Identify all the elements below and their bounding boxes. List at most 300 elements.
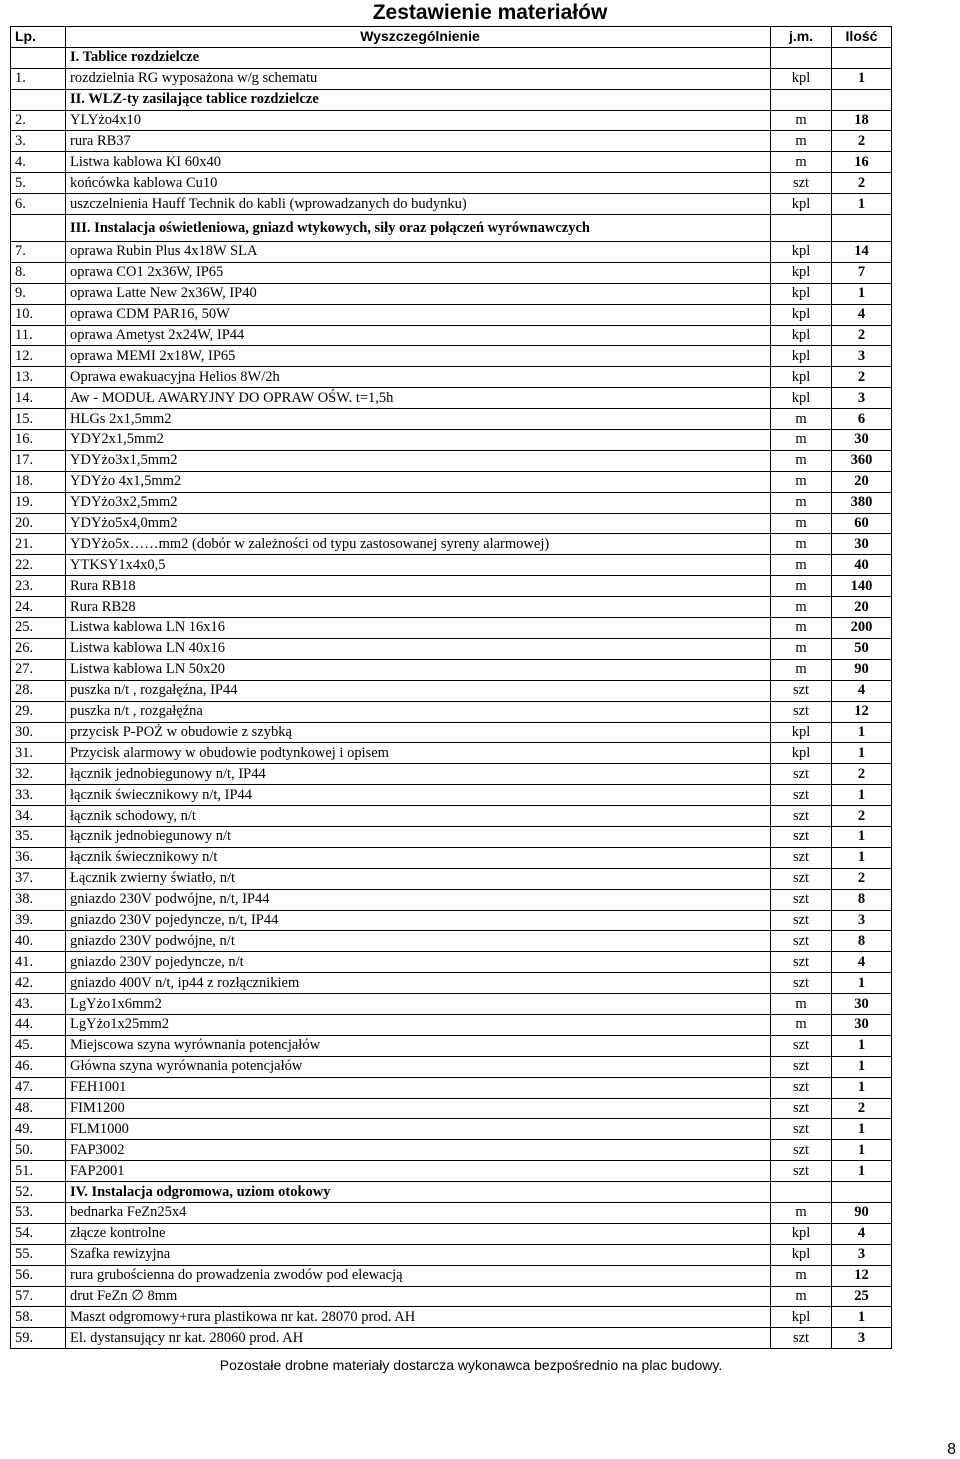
table-row — [11, 1202, 892, 1223]
row-quantity: 200 — [832, 618, 892, 639]
row-lp: 7. — [11, 242, 66, 263]
row-description: łącznik świecznikowy n/t, IP44 — [66, 785, 771, 806]
row-unit: szt — [771, 1161, 832, 1182]
row-lp: 44. — [11, 1014, 66, 1035]
row-unit: m — [771, 450, 832, 471]
row-lp: 54. — [11, 1223, 66, 1244]
row-lp: 34. — [11, 806, 66, 827]
table-row — [11, 534, 892, 555]
row-lp: 1. — [11, 68, 66, 89]
row-description: gniazdo 400V n/t, ip44 z rozłącznikiem — [66, 973, 771, 994]
row-quantity: 3 — [832, 388, 892, 409]
table-row — [11, 131, 892, 152]
table-row — [11, 868, 892, 889]
row-lp: 4. — [11, 152, 66, 173]
row-quantity: 90 — [832, 659, 892, 680]
row-description: łącznik jednobiegunowy n/t — [66, 826, 771, 847]
row-description: oprawa Ametyst 2x24W, IP44 — [66, 325, 771, 346]
table-row — [11, 1244, 892, 1265]
row-quantity: 50 — [832, 638, 892, 659]
row-description: oprawa Latte New 2x36W, IP40 — [66, 283, 771, 304]
row-description: FAP2001 — [66, 1161, 771, 1182]
row-unit: szt — [771, 1328, 832, 1349]
row-unit — [771, 215, 832, 242]
row-lp: 12. — [11, 346, 66, 367]
row-quantity: 12 — [832, 701, 892, 722]
row-quantity: 3 — [832, 346, 892, 367]
table-row — [11, 597, 892, 618]
row-lp: 36. — [11, 847, 66, 868]
row-lp — [11, 215, 66, 242]
row-description: łącznik świecznikowy n/t — [66, 847, 771, 868]
row-unit: szt — [771, 806, 832, 827]
row-description: gniazdo 230V podwójne, n/t — [66, 931, 771, 952]
row-quantity: 1 — [832, 1056, 892, 1077]
page-number: 8 — [947, 1441, 956, 1458]
row-description: Maszt odgromowy+rura plastikowa nr kat. 28070 prod. AH — [66, 1307, 771, 1328]
row-unit: szt — [771, 973, 832, 994]
row-description: oprawa CDM PAR16, 50W — [66, 304, 771, 325]
row-unit: m — [771, 1286, 832, 1307]
table-row — [11, 346, 892, 367]
row-lp: 58. — [11, 1307, 66, 1328]
row-quantity — [832, 215, 892, 242]
row-quantity: 3 — [832, 1328, 892, 1349]
row-description: bednarka FeZn25x4 — [66, 1202, 771, 1223]
row-unit: szt — [771, 701, 832, 722]
row-quantity: 140 — [832, 576, 892, 597]
row-lp: 14. — [11, 388, 66, 409]
row-quantity: 40 — [832, 555, 892, 576]
row-unit — [771, 47, 832, 68]
row-lp: 6. — [11, 194, 66, 215]
row-unit: m — [771, 492, 832, 513]
row-description: puszka n/t , rozgałęźna, IP44 — [66, 680, 771, 701]
section-row — [11, 1182, 892, 1203]
row-unit: kpl — [771, 1244, 832, 1265]
row-unit: szt — [771, 1140, 832, 1161]
table-row — [11, 576, 892, 597]
row-quantity: 6 — [832, 409, 892, 430]
row-description: drut FeZn ∅ 8mm — [66, 1286, 771, 1307]
row-unit: kpl — [771, 1223, 832, 1244]
table-row — [11, 638, 892, 659]
table-row — [11, 430, 892, 451]
row-description: uszczelnienia Hauff Technik do kabli (wprowadzanych do budynku) — [66, 194, 771, 215]
row-lp: 9. — [11, 283, 66, 304]
row-quantity: 2 — [832, 173, 892, 194]
table-header — [11, 27, 892, 48]
row-lp: 43. — [11, 994, 66, 1015]
row-lp: 31. — [11, 743, 66, 764]
table-row — [11, 173, 892, 194]
row-lp: 27. — [11, 659, 66, 680]
row-quantity: 1 — [832, 973, 892, 994]
row-description: I. Tablice rozdzielcze — [66, 47, 771, 68]
table-row — [11, 110, 892, 131]
row-unit: kpl — [771, 367, 832, 388]
row-lp: 32. — [11, 764, 66, 785]
table-row — [11, 513, 892, 534]
row-description: Przycisk alarmowy w obudowie podtynkowej i opisem — [66, 743, 771, 764]
table-row — [11, 1014, 892, 1035]
row-quantity: 2 — [832, 806, 892, 827]
row-unit: szt — [771, 826, 832, 847]
row-description: YDYżo 4x1,5mm2 — [66, 471, 771, 492]
row-unit: kpl — [771, 346, 832, 367]
row-unit — [771, 1182, 832, 1203]
row-description: YDYżo5x……mm2 (dobór w zależności od typu zastosowanej syreny alarmowej) — [66, 534, 771, 555]
table-row — [11, 680, 892, 701]
table-row — [11, 409, 892, 430]
row-lp: 55. — [11, 1244, 66, 1265]
table-row — [11, 242, 892, 263]
row-unit: szt — [771, 952, 832, 973]
row-quantity: 1 — [832, 1035, 892, 1056]
footer-note: Pozostałe drobne materiały dostarcza wykonawca bezpośrednio na plac budowy. — [219, 1357, 723, 1373]
row-unit: kpl — [771, 262, 832, 283]
row-lp: 51. — [11, 1161, 66, 1182]
row-description: HLGs 2x1,5mm2 — [66, 409, 771, 430]
row-description: LgYżo1x25mm2 — [66, 1014, 771, 1035]
row-quantity: 1 — [832, 1161, 892, 1182]
row-unit: m — [771, 1265, 832, 1286]
row-quantity: 1 — [832, 785, 892, 806]
row-lp: 11. — [11, 325, 66, 346]
row-unit: szt — [771, 1119, 832, 1140]
row-unit: m — [771, 534, 832, 555]
table-row — [11, 388, 892, 409]
row-quantity: 380 — [832, 492, 892, 513]
row-lp: 8. — [11, 262, 66, 283]
row-description: El. dystansujący nr kat. 28060 prod. AH — [66, 1328, 771, 1349]
table-row — [11, 659, 892, 680]
row-lp — [11, 47, 66, 68]
row-description: FAP3002 — [66, 1140, 771, 1161]
row-unit: m — [771, 618, 832, 639]
row-quantity — [832, 89, 892, 110]
row-description: YDYżo3x1,5mm2 — [66, 450, 771, 471]
row-quantity: 30 — [832, 534, 892, 555]
header-lp: Lp. — [11, 27, 66, 48]
row-unit: szt — [771, 868, 832, 889]
row-quantity: 1 — [832, 194, 892, 215]
row-lp: 15. — [11, 409, 66, 430]
row-quantity: 7 — [832, 262, 892, 283]
row-lp: 21. — [11, 534, 66, 555]
table-row — [11, 367, 892, 388]
row-lp: 30. — [11, 722, 66, 743]
row-description: LgYżo1x6mm2 — [66, 994, 771, 1015]
section-row — [11, 47, 892, 68]
row-lp: 29. — [11, 701, 66, 722]
row-unit: szt — [771, 847, 832, 868]
row-unit: m — [771, 513, 832, 534]
table-row — [11, 764, 892, 785]
row-quantity: 1 — [832, 847, 892, 868]
table-row — [11, 325, 892, 346]
row-unit: kpl — [771, 1307, 832, 1328]
row-quantity: 4 — [832, 952, 892, 973]
table-row — [11, 826, 892, 847]
row-description: YTKSY1x4x0,5 — [66, 555, 771, 576]
row-description: FLM1000 — [66, 1119, 771, 1140]
row-lp: 22. — [11, 555, 66, 576]
row-unit: kpl — [771, 325, 832, 346]
table-row — [11, 1328, 892, 1349]
row-lp: 41. — [11, 952, 66, 973]
row-quantity: 25 — [832, 1286, 892, 1307]
row-lp: 40. — [11, 931, 66, 952]
materials-table — [10, 26, 892, 1349]
row-lp: 47. — [11, 1077, 66, 1098]
row-lp: 28. — [11, 680, 66, 701]
row-description: Oprawa ewakuacyjna Helios 8W/2h — [66, 367, 771, 388]
table-row — [11, 618, 892, 639]
table-row — [11, 1223, 892, 1244]
row-lp: 49. — [11, 1119, 66, 1140]
table-row — [11, 1056, 892, 1077]
table-row — [11, 994, 892, 1015]
table-row — [11, 1119, 892, 1140]
table-row — [11, 194, 892, 215]
table-row — [11, 262, 892, 283]
row-quantity: 4 — [832, 1223, 892, 1244]
row-quantity: 60 — [832, 513, 892, 534]
row-quantity: 2 — [832, 764, 892, 785]
row-lp: 3. — [11, 131, 66, 152]
row-quantity: 1 — [832, 283, 892, 304]
row-unit — [771, 89, 832, 110]
row-description: Rura RB18 — [66, 576, 771, 597]
row-quantity: 14 — [832, 242, 892, 263]
header-description: Wyszczególnienie — [66, 27, 771, 48]
row-quantity: 12 — [832, 1265, 892, 1286]
row-quantity: 2 — [832, 367, 892, 388]
row-description: Listwa kablowa LN 16x16 — [66, 618, 771, 639]
table-row — [11, 722, 892, 743]
row-lp: 16. — [11, 430, 66, 451]
table-row — [11, 304, 892, 325]
row-lp: 39. — [11, 910, 66, 931]
row-lp: 33. — [11, 785, 66, 806]
row-unit: szt — [771, 910, 832, 931]
row-unit: kpl — [771, 68, 832, 89]
row-quantity: 30 — [832, 994, 892, 1015]
row-unit: m — [771, 1202, 832, 1223]
row-description: YDYżo5x4,0mm2 — [66, 513, 771, 534]
row-unit: szt — [771, 764, 832, 785]
row-lp: 23. — [11, 576, 66, 597]
row-description: rura grubościenna do prowadzenia zwodów pod elewacją — [66, 1265, 771, 1286]
row-description: łącznik schodowy, n/t — [66, 806, 771, 827]
row-lp: 57. — [11, 1286, 66, 1307]
row-unit: m — [771, 555, 832, 576]
row-quantity: 20 — [832, 471, 892, 492]
row-description: YDYżo3x2,5mm2 — [66, 492, 771, 513]
row-description: YLYżo4x10 — [66, 110, 771, 131]
row-lp: 59. — [11, 1328, 66, 1349]
row-lp: 10. — [11, 304, 66, 325]
row-lp: 18. — [11, 471, 66, 492]
row-description: rozdzielnia RG wyposażona w/g schematu — [66, 68, 771, 89]
row-description: oprawa Rubin Plus 4x18W SLA — [66, 242, 771, 263]
row-description: Rura RB28 — [66, 597, 771, 618]
row-quantity: 30 — [832, 430, 892, 451]
row-description: Listwa kablowa KI 60x40 — [66, 152, 771, 173]
row-lp: 24. — [11, 597, 66, 618]
row-unit: m — [771, 994, 832, 1015]
table-row — [11, 1307, 892, 1328]
row-description: gniazdo 230V pojedyncze, n/t, IP44 — [66, 910, 771, 931]
row-lp: 45. — [11, 1035, 66, 1056]
row-description: łącznik jednobiegunowy n/t, IP44 — [66, 764, 771, 785]
row-description: Miejscowa szyna wyrównania potencjałów — [66, 1035, 771, 1056]
row-description: gniazdo 230V pojedyncze, n/t — [66, 952, 771, 973]
row-unit: kpl — [771, 242, 832, 263]
row-description: rura RB37 — [66, 131, 771, 152]
row-unit: m — [771, 597, 832, 618]
row-lp: 26. — [11, 638, 66, 659]
row-unit: kpl — [771, 743, 832, 764]
table-row — [11, 701, 892, 722]
table-row — [11, 283, 892, 304]
row-unit: m — [771, 576, 832, 597]
row-unit: m — [771, 409, 832, 430]
row-unit: szt — [771, 889, 832, 910]
row-quantity — [832, 47, 892, 68]
row-description: puszka n/t , rozgałęźna — [66, 701, 771, 722]
header-unit: j.m. — [771, 27, 832, 48]
table-row — [11, 931, 892, 952]
row-quantity: 1 — [832, 1307, 892, 1328]
row-quantity: 1 — [832, 1119, 892, 1140]
row-description: Główna szyna wyrównania potencjałów — [66, 1056, 771, 1077]
row-quantity: 2 — [832, 131, 892, 152]
row-lp: 42. — [11, 973, 66, 994]
row-description: Aw - MODUŁ AWARYJNY DO OPRAW OŚW. t=1,5h — [66, 388, 771, 409]
row-description: oprawa MEMI 2x18W, IP65 — [66, 346, 771, 367]
table-row — [11, 492, 892, 513]
row-lp: 52. — [11, 1182, 66, 1203]
row-unit: szt — [771, 173, 832, 194]
table-row — [11, 1161, 892, 1182]
row-unit: szt — [771, 1056, 832, 1077]
table-row — [11, 743, 892, 764]
table-row — [11, 152, 892, 173]
row-description: III. Instalacja oświetleniowa, gniazd wtykowych, siły oraz połączeń wyrównawczych — [66, 215, 771, 242]
row-quantity: 90 — [832, 1202, 892, 1223]
row-quantity: 1 — [832, 722, 892, 743]
table-row — [11, 1035, 892, 1056]
row-description: FEH1001 — [66, 1077, 771, 1098]
row-description: YDY2x1,5mm2 — [66, 430, 771, 451]
row-lp: 17. — [11, 450, 66, 471]
row-unit: m — [771, 471, 832, 492]
row-lp: 46. — [11, 1056, 66, 1077]
row-description: Listwa kablowa LN 50x20 — [66, 659, 771, 680]
row-quantity: 30 — [832, 1014, 892, 1035]
row-quantity: 18 — [832, 110, 892, 131]
table-row — [11, 1140, 892, 1161]
table-row — [11, 1098, 892, 1119]
page-title: Zestawienie materiałów — [372, 1, 608, 24]
row-description: II. WLZ-ty zasilające tablice rozdzielcze — [66, 89, 771, 110]
row-unit: kpl — [771, 304, 832, 325]
table-row — [11, 785, 892, 806]
row-quantity: 1 — [832, 68, 892, 89]
row-quantity: 4 — [832, 680, 892, 701]
row-quantity: 360 — [832, 450, 892, 471]
table-row — [11, 1077, 892, 1098]
row-lp: 56. — [11, 1265, 66, 1286]
row-description: IV. Instalacja odgromowa, uziom otokowy — [66, 1182, 771, 1203]
row-unit: szt — [771, 1077, 832, 1098]
row-quantity: 8 — [832, 889, 892, 910]
row-unit: szt — [771, 785, 832, 806]
table-row — [11, 450, 892, 471]
table-row — [11, 1286, 892, 1307]
row-unit: kpl — [771, 283, 832, 304]
row-quantity: 1 — [832, 1077, 892, 1098]
row-lp: 2. — [11, 110, 66, 131]
row-lp: 25. — [11, 618, 66, 639]
row-quantity: 4 — [832, 304, 892, 325]
row-lp: 35. — [11, 826, 66, 847]
table-row — [11, 1265, 892, 1286]
row-lp — [11, 89, 66, 110]
row-description: złącze kontrolne — [66, 1223, 771, 1244]
row-lp: 38. — [11, 889, 66, 910]
row-unit: szt — [771, 931, 832, 952]
table-row — [11, 952, 892, 973]
row-unit: m — [771, 1014, 832, 1035]
row-unit: m — [771, 430, 832, 451]
section-row — [11, 89, 892, 110]
header-quantity: Ilość — [832, 27, 892, 48]
row-unit: m — [771, 659, 832, 680]
row-description: gniazdo 230V podwójne, n/t, IP44 — [66, 889, 771, 910]
row-quantity: 1 — [832, 743, 892, 764]
table-row — [11, 973, 892, 994]
row-lp: 19. — [11, 492, 66, 513]
row-lp: 13. — [11, 367, 66, 388]
table-row — [11, 68, 892, 89]
row-unit: m — [771, 638, 832, 659]
row-quantity: 1 — [832, 1140, 892, 1161]
row-unit: m — [771, 110, 832, 131]
row-lp: 20. — [11, 513, 66, 534]
row-unit: kpl — [771, 388, 832, 409]
row-unit: szt — [771, 1098, 832, 1119]
row-unit: kpl — [771, 194, 832, 215]
row-quantity: 3 — [832, 910, 892, 931]
row-unit: m — [771, 152, 832, 173]
row-quantity: 8 — [832, 931, 892, 952]
row-unit: kpl — [771, 722, 832, 743]
row-unit: szt — [771, 1035, 832, 1056]
table-row — [11, 889, 892, 910]
row-unit: m — [771, 131, 832, 152]
table-row — [11, 555, 892, 576]
table-row — [11, 471, 892, 492]
row-lp: 50. — [11, 1140, 66, 1161]
row-quantity: 2 — [832, 325, 892, 346]
row-quantity: 20 — [832, 597, 892, 618]
table-row — [11, 806, 892, 827]
row-description: oprawa CO1 2x36W, IP65 — [66, 262, 771, 283]
row-description: Łącznik zwierny światło, n/t — [66, 868, 771, 889]
